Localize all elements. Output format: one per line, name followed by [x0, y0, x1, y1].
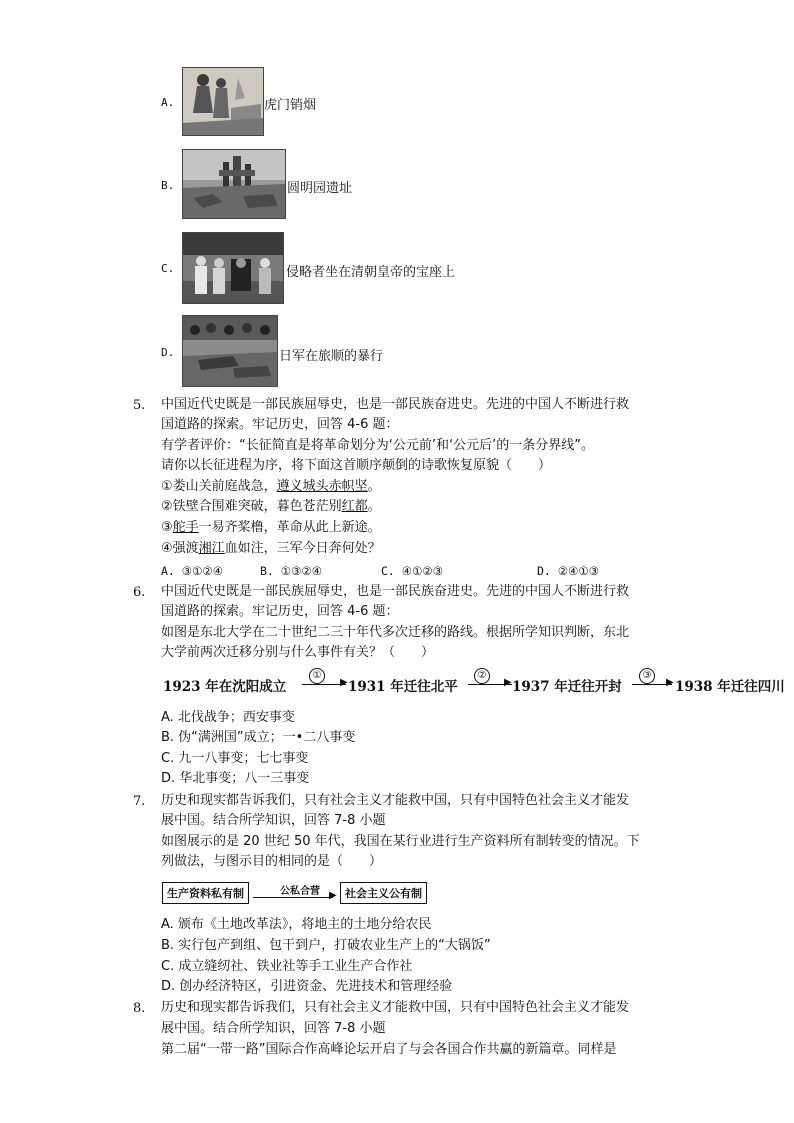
question-number: 5.: [133, 398, 146, 413]
question-number: 8.: [133, 1001, 146, 1016]
question-stem: 中国近代史既是一部民族屈辱史，也是一部民族奋进史。先进的中国人不断进行救: [161, 397, 630, 412]
option-caption: 圆明园遗址: [287, 181, 353, 196]
question-stem: 展中国。结合所学知识，回答 7-8 小题: [161, 813, 386, 828]
question-stem: 请你以长征进程为序，将下面这首顺序颠倒的诗歌恢复原貌（ ）: [161, 458, 552, 473]
option-letter: D.: [161, 346, 175, 359]
choice-c[interactable]: C. ④①②③: [381, 564, 444, 578]
arrow-label: ①: [309, 668, 325, 684]
question-stem: 第二届“一带一路”国际合作高峰论坛开启了与会各国合作共赢的新篇章。同样是: [161, 1042, 617, 1057]
arrow-label: ③: [639, 668, 655, 684]
arrow-head-icon: ▶: [329, 890, 337, 901]
question-stem: 列做法，与图示目的相同的是（ ）: [161, 854, 383, 869]
choice-c[interactable]: C. 成立缝纫社、铁业社等手工业生产合作社: [161, 959, 413, 974]
yuanmingyuan-ruins-image: [182, 149, 286, 219]
poem-line-4: ④强渡湘江血如注，三军今日奔何处？: [161, 541, 381, 556]
choice-d[interactable]: D. 创办经济特区，引进资金、先进技术和管理经验: [161, 979, 453, 994]
humen-opium-destruction-image: [182, 67, 264, 136]
option-letter: C.: [161, 262, 175, 275]
choice-a[interactable]: A. 北伐战争；西安事变: [161, 710, 295, 725]
timeline-stop: 1938 年迁往四川: [675, 679, 785, 695]
option-caption: 虎门销烟: [264, 98, 317, 113]
choice-d[interactable]: D. 华北事变；八一三事变: [161, 771, 310, 786]
poem-line-3: ③舵手一易齐桨橹，革命从此上新途。: [161, 520, 381, 535]
option-letter: B.: [161, 179, 175, 192]
question-stem: 中国近代史既是一部民族屈辱史，也是一部民族奋进史。先进的中国人不断进行救: [161, 584, 630, 599]
lushun-atrocity-image: [182, 315, 278, 387]
timeline-stop: 1937 年迁往开封: [512, 679, 622, 695]
arrow-head-icon: ▶: [666, 677, 674, 688]
question-stem: 有学者评价：“长征简直是将革命划分为‘公元前’和‘公元后’的一条分界线”。: [161, 438, 594, 453]
arrow-label: ②: [474, 668, 490, 684]
question-number: 7.: [133, 794, 146, 809]
question-stem: 历史和现实都告诉我们，只有社会主义才能救中国，只有中国特色社会主义才能发: [161, 1000, 630, 1015]
question-stem: 国道路的探索。牢记历史，回答 4-6 题：: [161, 417, 399, 432]
choice-d[interactable]: D. ②④①③: [537, 564, 600, 578]
arrow-line: [253, 897, 333, 898]
question-stem: 如图展示的是 20 世纪 50 年代，我国在某行业进行生产资料所有制转变的情况。下: [161, 834, 640, 849]
timeline-stop: 1923 年在沈阳成立: [163, 679, 287, 695]
diagram-box-private: 生产资料私有制: [162, 882, 249, 904]
choice-b[interactable]: B. ①③②④: [260, 564, 323, 578]
poem-line-1: ①娄山关前庭战急，遵义城头赤帜坚。: [161, 479, 381, 494]
option-caption: 日军在旅顺的暴行: [279, 349, 384, 364]
choice-b[interactable]: B. 伪“满洲国”成立；一•二八事变: [161, 730, 356, 745]
question-stem: 历史和现实都告诉我们，只有社会主义才能救中国，只有中国特色社会主义才能发: [161, 793, 630, 808]
choice-c[interactable]: C. 九一八事变；七七事变: [161, 751, 309, 766]
option-letter: A.: [161, 96, 175, 109]
question-number: 6.: [133, 585, 146, 600]
choice-b[interactable]: B. 实行包产到组、包干到户，打破农业生产上的“大锅饭”: [161, 938, 491, 953]
diagram-box-public: 社会主义公有制: [340, 882, 427, 904]
arrow-head-icon: ▶: [504, 677, 512, 688]
question-stem: 展中国。结合所学知识，回答 7-8 小题: [161, 1021, 386, 1036]
question-stem: 大学前两次迁移分别与什么事件有关？（ ）: [161, 645, 435, 660]
timeline-stop: 1931 年迁往北平: [348, 679, 458, 695]
option-caption: 侵略者坐在清朝皇帝的宝座上: [286, 265, 456, 280]
poem-line-2: ②铁壁合围难突破，暮色苍茫别红都。: [161, 499, 381, 514]
question-stem: 如图是东北大学在二十世纪二三十年代多次迁移的路线。根据所学知识判断，东北: [161, 625, 630, 640]
choice-a[interactable]: A. ③①②④: [161, 564, 224, 578]
invaders-on-throne-image: [182, 232, 284, 304]
choice-a[interactable]: A. 颁布《土地改革法》，将地主的土地分给农民: [161, 917, 432, 932]
question-stem: 国道路的探索。牢记历史，回答 4-6 题：: [161, 604, 399, 619]
arrow-head-icon: ▶: [340, 677, 348, 688]
diagram-arrow-label: 公私合营: [280, 886, 320, 897]
